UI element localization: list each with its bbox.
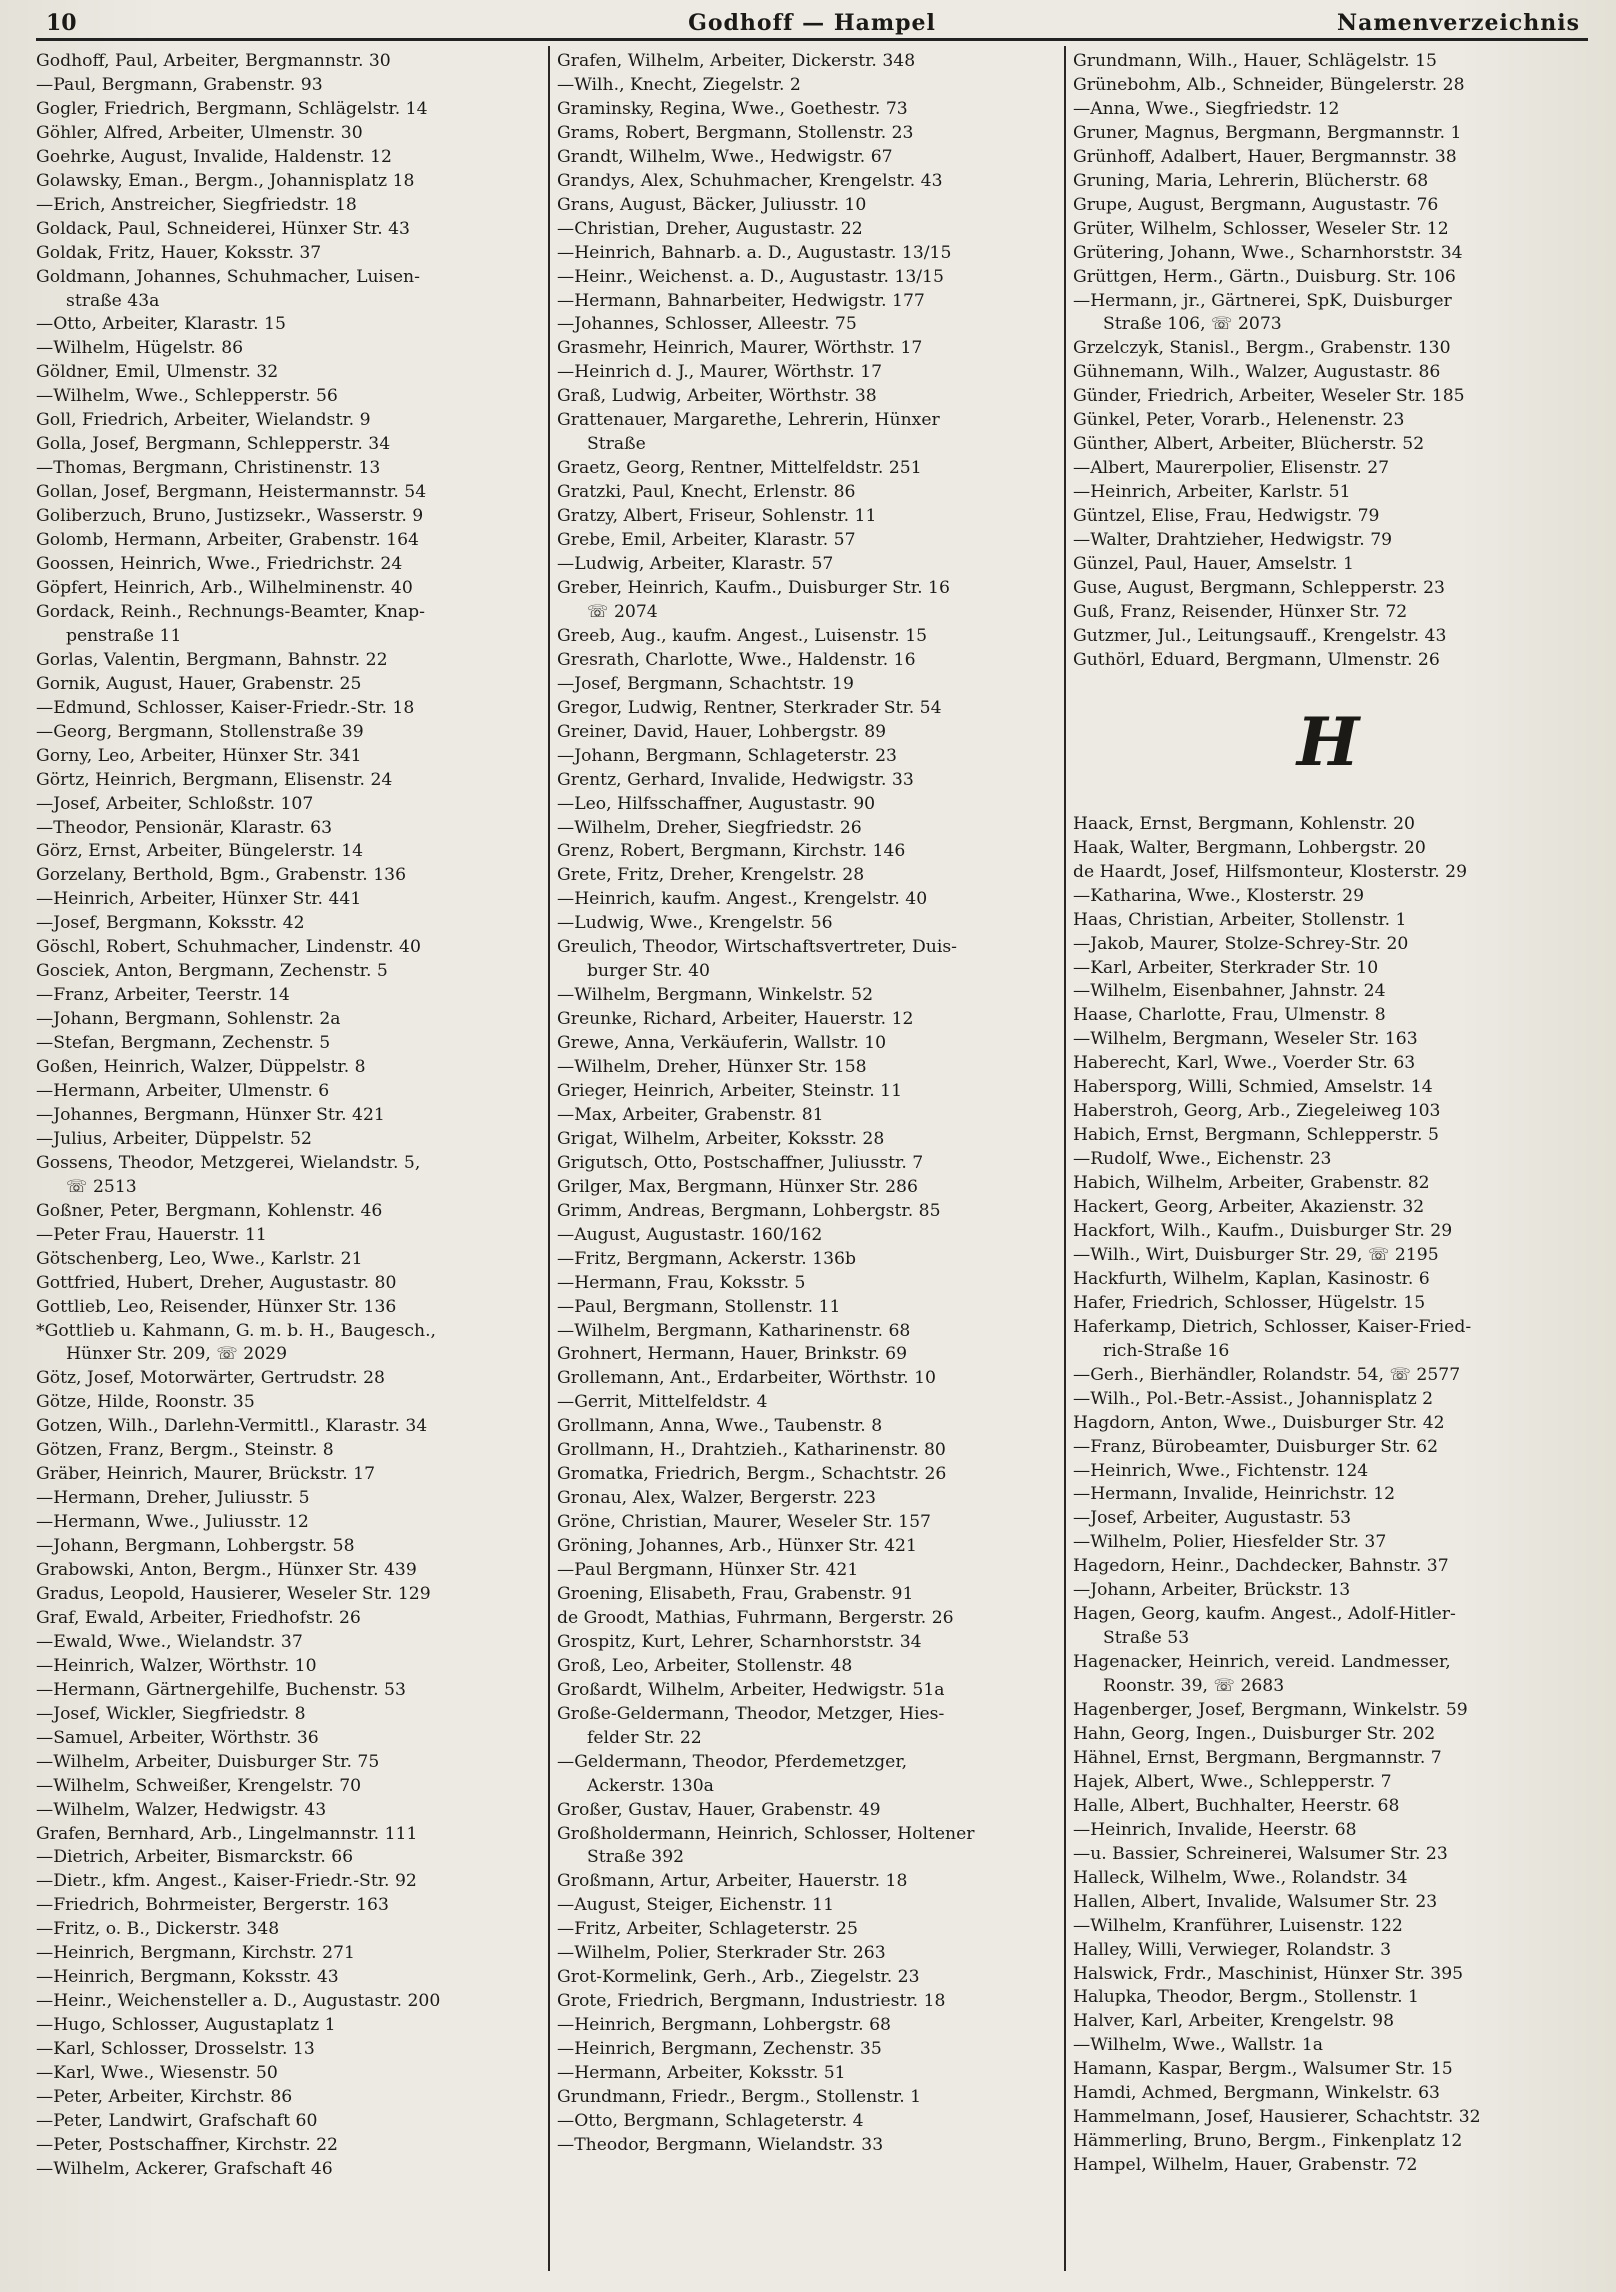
directory-entry: —Heinr., Weichensteller a. D., Augustastr. 200: [36, 1991, 441, 2012]
directory-entry: —Paul Bergmann, Hünxer Str. 421: [557, 1560, 859, 1581]
directory-entry: —Hugo, Schlosser, Augustaplatz 1: [36, 2015, 336, 2036]
directory-column-2: [557, 50, 1067, 2158]
directory-entry: —Peter, Landwirt, Grafschaft 60: [36, 2110, 318, 2131]
directory-entry: Göschl, Robert, Schuhmacher, Lindenstr. 40: [36, 937, 421, 958]
directory-entry: —Hermann, Gärtnergehilfe, Buchenstr. 53: [36, 1679, 406, 1700]
directory-entry: Grigutsch, Otto, Postschaffner, Juliusstr. 7: [557, 1152, 924, 1173]
directory-entry: —Heinrich, Walzer, Wörthstr. 10: [36, 1655, 317, 1676]
directory-entry: Grollmann, H., Drahtzieh., Katharinenstr. 80: [557, 1440, 946, 1461]
directory-entry: —Ludwig, Arbeiter, Klarastr. 57: [557, 554, 834, 575]
directory-entry: —Julius, Arbeiter, Düppelstr. 52: [36, 1128, 312, 1149]
directory-entry: —Heinr., Weichenst. a. D., Augustastr. 13/15: [557, 266, 944, 287]
directory-entry: Hünxer Str. 209, ☏ 2029: [66, 1344, 288, 1365]
directory-entry: Güntzel, Elise, Frau, Hedwigstr. 79: [1073, 506, 1380, 527]
directory-entry: Großer, Gustav, Hauer, Grabenstr. 49: [557, 1799, 881, 1820]
directory-entry: —Ludwig, Wwe., Krengelstr. 56: [557, 913, 833, 934]
directory-entry: —Anna, Wwe., Siegfriedstr. 12: [1073, 98, 1340, 119]
directory-entry: Gühnemann, Wilh., Walzer, Augustastr. 86: [1073, 362, 1441, 383]
directory-entry: —Wilh., Pol.-Betr.-Assist., Johannisplatz 2: [1073, 1388, 1434, 1409]
directory-entry: —Paul, Bergmann, Grabenstr. 93: [36, 74, 323, 95]
directory-entry: Habich, Wilhelm, Arbeiter, Grabenstr. 82: [1073, 1173, 1430, 1194]
directory-entry: Goossen, Heinrich, Wwe., Friedrichstr. 24: [36, 554, 403, 575]
directory-entry: —Heinrich, kaufm. Angest., Krengelstr. 40: [557, 889, 928, 910]
directory-entry: de Haardt, Josef, Hilfsmonteur, Klosterstr. 29: [1073, 861, 1468, 882]
directory-entry: —Wilhelm, Bergmann, Weseler Str. 163: [1073, 1029, 1418, 1050]
directory-entry: —August, Augustastr. 160/162: [557, 1224, 823, 1245]
section-title: Namenverzeichnis: [1337, 10, 1580, 36]
directory-entry: —Hermann, Wwe., Juliusstr. 12: [36, 1512, 309, 1533]
directory-entry: Halleck, Wilhelm, Wwe., Rolandstr. 34: [1073, 1867, 1408, 1888]
directory-entry: —Hermann, Frau, Koksstr. 5: [557, 1272, 806, 1293]
directory-entry: Gröne, Christian, Maurer, Weseler Str. 157: [557, 1512, 931, 1533]
directory-entry: Grünebohm, Alb., Schneider, Büngelerstr. 28: [1073, 74, 1465, 95]
directory-entry: Gottlieb, Leo, Reisender, Hünxer Str. 136: [36, 1296, 397, 1317]
directory-entry: Götschenberg, Leo, Wwe., Karlstr. 21: [36, 1248, 363, 1269]
directory-entry: —Heinrich, Wwe., Fichtenstr. 124: [1073, 1460, 1369, 1481]
directory-entry: —Wilh., Knecht, Ziegelstr. 2: [557, 74, 801, 95]
directory-entry: —Gerrit, Mittelfeldstr. 4: [557, 1392, 768, 1413]
directory-entry: Grupe, August, Bergmann, Augustastr. 76: [1073, 194, 1439, 215]
directory-entry: Gottfried, Hubert, Dreher, Augustastr. 80: [36, 1272, 397, 1293]
directory-entry: —Friedrich, Bohrmeister, Bergerstr. 163: [36, 1895, 389, 1916]
directory-entry: Grete, Fritz, Dreher, Krengelstr. 28: [557, 865, 865, 886]
directory-entry: Grams, Robert, Bergmann, Stollenstr. 23: [557, 122, 914, 143]
directory-entry: Großardt, Wilhelm, Arbeiter, Hedwigstr. 51a: [557, 1679, 945, 1700]
directory-entry: —Peter, Arbeiter, Kirchstr. 86: [36, 2087, 293, 2108]
directory-entry: —Wilhelm, Eisenbahner, Jahnstr. 24: [1073, 981, 1386, 1002]
directory-entry: Götzen, Franz, Bergm., Steinstr. 8: [36, 1440, 334, 1461]
directory-entry: Grollemann, Ant., Erdarbeiter, Wörthstr. 10: [557, 1368, 936, 1389]
directory-entry: Grentz, Gerhard, Invalide, Hedwigstr. 33: [557, 769, 914, 790]
directory-entry: Hagedorn, Heinr., Dachdecker, Bahnstr. 37: [1073, 1556, 1449, 1577]
directory-entry: Goldack, Paul, Schneiderei, Hünxer Str. 43: [36, 218, 410, 239]
directory-entry: —Heinrich, Bergmann, Koksstr. 43: [36, 1967, 339, 1988]
directory-entry: —Wilhelm, Wwe., Wallstr. 1a: [1073, 2035, 1324, 2056]
directory-entry: Görtz, Heinrich, Bergmann, Elisenstr. 24: [36, 769, 393, 790]
directory-entry: —Heinrich, Bergmann, Kirchstr. 271: [36, 1943, 355, 1964]
directory-entry: Günther, Albert, Arbeiter, Blücherstr. 52: [1073, 434, 1425, 455]
directory-entry: —Hermann, Arbeiter, Koksstr. 51: [557, 2063, 846, 2084]
directory-entry: Hampel, Wilhelm, Hauer, Grabenstr. 72: [1073, 2155, 1418, 2176]
directory-entry: —Franz, Bürobeamter, Duisburger Str. 62: [1073, 1436, 1439, 1457]
directory-entry: Grot-Kormelink, Gerh., Arb., Ziegelstr. 23: [557, 1967, 920, 1988]
directory-entry: Gossens, Theodor, Metzgerei, Wielandstr. 5,: [36, 1152, 421, 1173]
directory-entry: Halver, Karl, Arbeiter, Krengelstr. 98: [1073, 2011, 1395, 2032]
directory-entry: —Heinrich, Bahnarb. a. D., Augustastr. 13/15: [557, 242, 952, 263]
directory-entry: —Heinrich, Bergmann, Lohbergstr. 68: [557, 2015, 891, 2036]
directory-entry: Götze, Hilde, Roonstr. 35: [36, 1392, 255, 1413]
directory-entry: straße 43a: [66, 290, 160, 311]
directory-entry: Gronau, Alex, Walzer, Bergerstr. 223: [557, 1488, 876, 1509]
directory-entry: Gorlas, Valentin, Bergmann, Bahnstr. 22: [36, 649, 388, 670]
directory-entry: Hackert, Georg, Arbeiter, Akazienstr. 32: [1073, 1197, 1425, 1218]
directory-entry: —Wilhelm, Bergmann, Katharinenstr. 68: [557, 1320, 911, 1341]
directory-entry: *Gottlieb u. Kahmann, G. m. b. H., Baugesch.,: [36, 1320, 437, 1341]
directory-entry: Grandt, Wilhelm, Wwe., Hedwigstr. 67: [557, 146, 893, 167]
section-letter-h: H: [1296, 702, 1360, 781]
directory-entry: Groening, Elisabeth, Frau, Grabenstr. 91: [557, 1584, 914, 1604]
directory-entry: —Johann, Arbeiter, Brückstr. 13: [1073, 1580, 1351, 1601]
directory-entry: Grohnert, Hermann, Hauer, Brinkstr. 69: [557, 1344, 908, 1365]
directory-entry: —Otto, Bergmann, Schlageterstr. 4: [557, 2110, 864, 2131]
directory-entry: Hähnel, Ernst, Bergmann, Bergmannstr. 7: [1073, 1747, 1442, 1768]
directory-entry: rich-Straße 16: [1103, 1340, 1230, 1361]
directory-entry: Haas, Christian, Arbeiter, Stollenstr. 1: [1073, 909, 1407, 930]
directory-entry: —Leo, Hilfsschaffner, Augustastr. 90: [557, 793, 876, 814]
directory-entry: Grasmehr, Heinrich, Maurer, Wörthstr. 17: [557, 338, 923, 359]
directory-column-3-h-entries: [1073, 813, 1583, 2178]
directory-entry: —Erich, Anstreicher, Siegfriedstr. 18: [36, 194, 357, 215]
directory-entry: Großholdermann, Heinrich, Schlosser, Holtener: [557, 1823, 975, 1844]
directory-entry: Gratzki, Paul, Knecht, Erlenstr. 86: [557, 482, 856, 503]
directory-entry: Gratzy, Albert, Friseur, Sohlenstr. 11: [557, 506, 877, 527]
directory-entry: —Franz, Arbeiter, Teerstr. 14: [36, 985, 290, 1006]
directory-entry: —Heinrich, Arbeiter, Karlstr. 51: [1073, 482, 1351, 503]
directory-entry: —August, Steiger, Eichenstr. 11: [557, 1895, 835, 1916]
directory-entry: Habersporg, Willi, Schmied, Amselstr. 14: [1073, 1077, 1433, 1098]
directory-entry: Gresrath, Charlotte, Wwe., Haldenstr. 16: [557, 649, 916, 670]
directory-entry: burger Str. 40: [587, 961, 710, 982]
directory-entry: —Paul, Bergmann, Stollenstr. 11: [557, 1296, 841, 1317]
directory-entry: —Hermann, Arbeiter, Ulmenstr. 6: [36, 1080, 330, 1101]
directory-entry: —Hermann, jr., Gärtnerei, SpK, Duisburger: [1073, 290, 1452, 311]
directory-column-3-g-entries: [1073, 50, 1583, 673]
directory-entry: —Heinrich d. J., Maurer, Wörthstr. 17: [557, 362, 883, 383]
directory-entry: Hämmerling, Bruno, Bergm., Finkenplatz 12: [1073, 2131, 1463, 2152]
directory-entry: Grenz, Robert, Bergmann, Kirchstr. 146: [557, 841, 906, 862]
directory-entry: Grüter, Wilhelm, Schlosser, Weseler Str. 12: [1073, 218, 1449, 239]
directory-entry: —Johannes, Bergmann, Hünxer Str. 421: [36, 1104, 385, 1125]
directory-entry: Gollan, Josef, Bergmann, Heistermannstr. 54: [36, 482, 427, 503]
directory-entry: Götz, Josef, Motorwärter, Gertrudstr. 28: [36, 1368, 385, 1389]
directory-entry: —Karl, Arbeiter, Sterkrader Str. 10: [1073, 957, 1379, 978]
directory-entry: —Karl, Wwe., Wiesenstr. 50: [36, 2063, 278, 2084]
directory-entry: Grollmann, Anna, Wwe., Taubenstr. 8: [557, 1416, 883, 1437]
directory-entry: Goliberzuch, Bruno, Justizsekr., Wasserstr. 9: [36, 506, 424, 527]
directory-entry: —Wilhelm, Ackerer, Grafschaft 46: [36, 2158, 333, 2179]
directory-column-3: [1073, 50, 1583, 2178]
directory-entry: —Wilhelm, Arbeiter, Duisburger Str. 75: [36, 1751, 380, 1772]
directory-entry: Gregor, Ludwig, Rentner, Sterkrader Str. 54: [557, 697, 942, 718]
directory-entry: —Edmund, Schlosser, Kaiser-Friedr.-Str. 18: [36, 697, 415, 718]
directory-entry: Gradus, Leopold, Hausierer, Weseler Str. 129: [36, 1584, 431, 1604]
directory-entry: Grilger, Max, Bergmann, Hünxer Str. 286: [557, 1176, 918, 1197]
directory-entry: —Samuel, Arbeiter, Wörthstr. 36: [36, 1727, 319, 1748]
directory-entry: Goldmann, Johannes, Schuhmacher, Luisen-: [36, 266, 420, 287]
directory-entry: —Ewald, Wwe., Wielandstr. 37: [36, 1631, 303, 1652]
directory-entry: Goßner, Peter, Bergmann, Kohlenstr. 46: [36, 1200, 383, 1221]
directory-entry: Gräber, Heinrich, Maurer, Brückstr. 17: [36, 1464, 376, 1485]
directory-entry: —Rudolf, Wwe., Eichenstr. 23: [1073, 1149, 1332, 1170]
directory-entry: —Fritz, o. B., Dickerstr. 348: [36, 1919, 280, 1940]
directory-entry: —Wilhelm, Hügelstr. 86: [36, 338, 244, 359]
directory-entry: Grzelczyk, Stanisl., Bergm., Grabenstr. 130: [1073, 338, 1451, 359]
directory-entry: —Johann, Bergmann, Schlageterstr. 23: [557, 745, 897, 766]
directory-entry: —Walter, Drahtzieher, Hedwigstr. 79: [1073, 530, 1393, 551]
directory-entry: Gorny, Leo, Arbeiter, Hünxer Str. 341: [36, 745, 362, 766]
directory-entry: —Geldermann, Theodor, Pferdemetzger,: [557, 1751, 908, 1772]
directory-entry: Goldak, Fritz, Hauer, Koksstr. 37: [36, 242, 322, 263]
directory-entry: Golawsky, Eman., Bergm., Johannisplatz 18: [36, 170, 415, 191]
directory-entry: Grundmann, Friedr., Bergm., Stollenstr. 1: [557, 2087, 922, 2108]
directory-entry: Straße 392: [587, 1847, 685, 1868]
directory-entry: —Josef, Bergmann, Koksstr. 42: [36, 913, 305, 934]
directory-entry: Günder, Friedrich, Arbeiter, Weseler Str. 185: [1073, 386, 1465, 407]
directory-entry: —Josef, Arbeiter, Schloßstr. 107: [36, 793, 314, 814]
directory-entry: Haak, Walter, Bergmann, Lohbergstr. 20: [1073, 837, 1426, 858]
directory-entry: Graminsky, Regina, Wwe., Goethestr. 73: [557, 98, 908, 119]
directory-entry: Grimm, Andreas, Bergmann, Lohbergstr. 85: [557, 1200, 941, 1221]
directory-entry: Göhler, Alfred, Arbeiter, Ulmenstr. 30: [36, 122, 363, 143]
directory-entry: Habich, Ernst, Bergmann, Schlepperstr. 5: [1073, 1125, 1439, 1146]
directory-entry: de Groodt, Mathias, Fuhrmann, Bergerstr. 26: [557, 1607, 954, 1628]
directory-entry: —Thomas, Bergmann, Christinenstr. 13: [36, 458, 381, 479]
directory-entry: Halupka, Theodor, Bergm., Stollenstr. 1: [1073, 1987, 1419, 2008]
directory-entry: Gröning, Johannes, Arb., Hünxer Str. 421: [557, 1536, 917, 1557]
directory-entry: Grafen, Bernhard, Arb., Lingelmannstr. 111: [36, 1823, 418, 1844]
directory-entry: Greunke, Richard, Arbeiter, Hauerstr. 12: [557, 1009, 914, 1030]
running-title: Godhoff — Hampel: [688, 10, 936, 36]
directory-entry: Greeb, Aug., kaufm. Angest., Luisenstr. 15: [557, 625, 928, 646]
directory-entry: —Heinrich, Arbeiter, Hünxer Str. 441: [36, 889, 362, 910]
directory-entry: —Max, Arbeiter, Grabenstr. 81: [557, 1104, 824, 1125]
directory-entry: —Dietr., kfm. Angest., Kaiser-Friedr.-Str. 92: [36, 1871, 417, 1892]
directory-entry: Graetz, Georg, Rentner, Mittelfeldstr. 251: [557, 458, 922, 479]
directory-entry: Gorzelany, Berthold, Bgm., Grabenstr. 136: [36, 865, 406, 886]
directory-entry: Ackerstr. 130a: [587, 1775, 714, 1796]
directory-entry: Grafen, Wilhelm, Arbeiter, Dickerstr. 348: [557, 51, 916, 71]
page-header: [36, 6, 1588, 41]
directory-entry: Haack, Ernst, Bergmann, Kohlenstr. 20: [1073, 813, 1415, 834]
directory-entry: Hamdi, Achmed, Bergmann, Winkelstr. 63: [1073, 2083, 1440, 2104]
directory-entry: —Wilhelm, Wwe., Schlepperstr. 56: [36, 386, 338, 407]
directory-entry: —Hermann, Invalide, Heinrichstr. 12: [1073, 1484, 1396, 1505]
directory-entry: —Hermann, Dreher, Juliusstr. 5: [36, 1488, 310, 1509]
page-number: 10: [46, 10, 77, 36]
directory-entry: Haberecht, Karl, Wwe., Voerder Str. 63: [1073, 1053, 1416, 1074]
directory-entry: —Theodor, Pensionär, Klarastr. 63: [36, 817, 333, 838]
directory-entry: Goßen, Heinrich, Walzer, Düppelstr. 8: [36, 1057, 366, 1078]
directory-entry: Graf, Ewald, Arbeiter, Friedhofstr. 26: [36, 1607, 361, 1628]
directory-entry: Grewe, Anna, Verkäuferin, Wallstr. 10: [557, 1033, 887, 1054]
directory-entry: Grundmann, Wilh., Hauer, Schlägelstr. 15: [1073, 51, 1437, 71]
directory-entry: —Hermann, Bahnarbeiter, Hedwigstr. 177: [557, 290, 925, 311]
directory-entry: Hagen, Georg, kaufm. Angest., Adolf-Hitler-: [1073, 1604, 1456, 1625]
directory-entry: —Josef, Arbeiter, Augustastr. 53: [1073, 1508, 1352, 1529]
directory-entry: —Gerh., Bierhändler, Rolandstr. 54, ☏ 2577: [1073, 1364, 1461, 1385]
directory-entry: —Jakob, Maurer, Stolze-Schrey-Str. 20: [1073, 933, 1409, 954]
directory-entry: Günkel, Peter, Vorarb., Helenenstr. 23: [1073, 410, 1405, 431]
directory-entry: Grüttgen, Herm., Gärtn., Duisburg. Str. 106: [1073, 266, 1456, 287]
directory-entry: Straße 53: [1103, 1628, 1190, 1649]
directory-entry: Hagdorn, Anton, Wwe., Duisburger Str. 42: [1073, 1412, 1445, 1433]
directory-entry: felder Str. 22: [587, 1727, 702, 1748]
directory-column-1: [36, 50, 546, 2182]
directory-entry: Grünhoff, Adalbert, Hauer, Bergmannstr. 38: [1073, 146, 1457, 167]
directory-entry: Golomb, Hermann, Arbeiter, Grabenstr. 164: [36, 530, 419, 551]
directory-entry: Godhoff, Paul, Arbeiter, Bergmannstr. 30: [36, 51, 391, 71]
directory-entry: Große-Geldermann, Theodor, Metzger, Hies-: [557, 1703, 945, 1724]
directory-entry: Guß, Franz, Reisender, Hünxer Str. 72: [1073, 601, 1408, 622]
directory-entry: Gromatka, Friedrich, Bergm., Schachtstr. 26: [557, 1464, 947, 1485]
directory-entry: Görz, Ernst, Arbeiter, Büngelerstr. 14: [36, 841, 364, 862]
directory-entry: Haferkamp, Dietrich, Schlosser, Kaiser-Fried-: [1073, 1316, 1472, 1337]
directory-entry: Grigat, Wilhelm, Arbeiter, Koksstr. 28: [557, 1128, 885, 1149]
directory-entry: Grospitz, Kurt, Lehrer, Scharnhorststr. 34: [557, 1631, 922, 1652]
directory-entry: Greber, Heinrich, Kaufm., Duisburger Str. 16: [557, 577, 950, 598]
directory-entry: —Wilhelm, Dreher, Siegfriedstr. 26: [557, 817, 862, 838]
directory-entry: —Wilhelm, Bergmann, Winkelstr. 52: [557, 985, 874, 1006]
directory-entry: Göldner, Emil, Ulmenstr. 32: [36, 362, 279, 383]
directory-entry: Gornik, August, Hauer, Grabenstr. 25: [36, 673, 362, 694]
directory-entry: —Karl, Schlosser, Drosselstr. 13: [36, 2039, 315, 2060]
directory-entry: —Otto, Arbeiter, Klarastr. 15: [36, 314, 286, 335]
directory-entry: Grote, Friedrich, Bergmann, Industriestr. 18: [557, 1991, 946, 2012]
directory-entry: Gotzen, Wilh., Darlehn-Vermittl., Klarastr. 34: [36, 1416, 428, 1437]
directory-entry: —Johannes, Schlosser, Alleestr. 75: [557, 314, 857, 335]
directory-entry: Straße: [587, 434, 646, 455]
directory-entry: —Peter Frau, Hauerstr. 11: [36, 1224, 267, 1245]
directory-entry: Grandys, Alex, Schuhmacher, Krengelstr. 43: [557, 170, 943, 191]
directory-entry: Guse, August, Bergmann, Schlepperstr. 23: [1073, 577, 1445, 598]
directory-entry: —Georg, Bergmann, Stollenstraße 39: [36, 721, 364, 742]
directory-entry: Gruner, Magnus, Bergmann, Bergmannstr. 1: [1073, 122, 1462, 143]
directory-entry: Hafer, Friedrich, Schlosser, Hügelstr. 15: [1073, 1292, 1426, 1313]
directory-entry: —Johann, Bergmann, Lohbergstr. 58: [36, 1536, 355, 1557]
directory-entry: —Stefan, Bergmann, Zechenstr. 5: [36, 1033, 331, 1054]
directory-entry: Hackfort, Wilh., Kaufm., Duisburger Str. 29: [1073, 1220, 1453, 1241]
directory-entry: Hahn, Georg, Ingen., Duisburger Str. 202: [1073, 1724, 1436, 1744]
directory-entry: Gosciek, Anton, Bergmann, Zechenstr. 5: [36, 961, 388, 982]
directory-entry: —Wilhelm, Polier, Sterkrader Str. 263: [557, 1943, 886, 1964]
directory-entry: Großmann, Artur, Arbeiter, Hauerstr. 18: [557, 1871, 908, 1892]
directory-entry: ☏ 2513: [66, 1176, 137, 1197]
directory-entry: —Wilhelm, Schweißer, Krengelstr. 70: [36, 1775, 362, 1796]
directory-entry: —Fritz, Bergmann, Ackerstr. 136b: [557, 1248, 856, 1269]
directory-entry: —u. Bassier, Schreinerei, Walsumer Str. 23: [1073, 1843, 1448, 1864]
directory-entry: Grans, August, Bäcker, Juliusstr. 10: [557, 194, 867, 215]
directory-entry: Grebe, Emil, Arbeiter, Klarastr. 57: [557, 530, 856, 551]
directory-entry: Halley, Willi, Verwieger, Rolandstr. 3: [1073, 1939, 1392, 1960]
directory-entry: —Peter, Postschaffner, Kirchstr. 22: [36, 2134, 338, 2155]
directory-entry: Hamann, Kaspar, Bergm., Walsumer Str. 15: [1073, 2059, 1453, 2080]
directory-entry: —Josef, Bergmann, Schachtstr. 19: [557, 673, 854, 694]
directory-entry: Günzel, Paul, Hauer, Amselstr. 1: [1073, 554, 1354, 575]
directory-entry: Greiner, David, Hauer, Lohbergstr. 89: [557, 721, 887, 742]
directory-entry: —Wilhelm, Dreher, Hünxer Str. 158: [557, 1057, 867, 1078]
directory-entry: —Katharina, Wwe., Klosterstr. 29: [1073, 885, 1365, 906]
directory-entry: —Heinrich, Bergmann, Zechenstr. 35: [557, 2039, 882, 2060]
directory-entry: —Josef, Wickler, Siegfriedstr. 8: [36, 1703, 306, 1724]
directory-entry: —Wilhelm, Polier, Hiesfelder Str. 37: [1073, 1532, 1387, 1553]
directory-entry: Haase, Charlotte, Frau, Ulmenstr. 8: [1073, 1005, 1386, 1026]
directory-entry: Hagenacker, Heinrich, vereid. Landmesser,: [1073, 1652, 1451, 1673]
directory-entry: —Christian, Dreher, Augustastr. 22: [557, 218, 863, 239]
directory-entry: —Theodor, Bergmann, Wielandstr. 33: [557, 2134, 884, 2155]
column-divider: [548, 46, 550, 2271]
directory-entry: —Wilhelm, Walzer, Hedwigstr. 43: [36, 1799, 327, 1820]
directory-entry: Hackfurth, Wilhelm, Kaplan, Kasinostr. 6: [1073, 1268, 1430, 1289]
directory-entry: Göpfert, Heinrich, Arb., Wilhelminenstr. 40: [36, 577, 413, 598]
directory-entry: Grattenauer, Margarethe, Lehrerin, Hünxer: [557, 410, 940, 431]
directory-entry: Straße 106, ☏ 2073: [1103, 314, 1282, 335]
directory-entry: —Dietrich, Arbeiter, Bismarckstr. 66: [36, 1847, 354, 1868]
directory-entry: ☏ 2074: [587, 601, 658, 622]
directory-entry: —Wilhelm, Kranführer, Luisenstr. 122: [1073, 1915, 1403, 1936]
directory-entry: Halswick, Frdr., Maschinist, Hünxer Str. 395: [1073, 1963, 1464, 1984]
directory-entry: Hagenberger, Josef, Bergmann, Winkelstr. 59: [1073, 1700, 1468, 1721]
directory-entry: Hammelmann, Josef, Hausierer, Schachtstr. 32: [1073, 2107, 1481, 2128]
directory-entry: —Johann, Bergmann, Sohlenstr. 2a: [36, 1009, 341, 1030]
directory-entry: Hallen, Albert, Invalide, Walsumer Str. 23: [1073, 1891, 1438, 1912]
directory-entry: Hajek, Albert, Wwe., Schlepperstr. 7: [1073, 1771, 1392, 1792]
directory-entry: —Albert, Maurerpolier, Elisenstr. 27: [1073, 458, 1390, 479]
directory-entry: Gruning, Maria, Lehrerin, Blücherstr. 68: [1073, 170, 1429, 191]
directory-entry: Gordack, Reinh., Rechnungs-Beamter, Knap-: [36, 601, 425, 622]
directory-entry: Gutzmer, Jul., Leitungsauff., Krengelstr. 43: [1073, 625, 1447, 646]
directory-entry: Grieger, Heinrich, Arbeiter, Steinstr. 11: [557, 1080, 903, 1101]
directory-entry: Groß, Leo, Arbeiter, Stollenstr. 48: [557, 1655, 853, 1676]
directory-entry: —Heinrich, Invalide, Heerstr. 68: [1073, 1819, 1357, 1840]
directory-entry: Halle, Albert, Buchhalter, Heerstr. 68: [1073, 1795, 1400, 1816]
directory-entry: Gogler, Friedrich, Bergmann, Schlägelstr. 14: [36, 98, 428, 119]
directory-entry: Grütering, Johann, Wwe., Scharnhorststr. 34: [1073, 242, 1463, 263]
directory-entry: Guthörl, Eduard, Bergmann, Ulmenstr. 26: [1073, 649, 1440, 670]
directory-entry: Haberstroh, Georg, Arb., Ziegeleiweg 103: [1073, 1101, 1441, 1122]
directory-entry: Golla, Josef, Bergmann, Schlepperstr. 34: [36, 434, 391, 455]
directory-entry: Greulich, Theodor, Wirtschaftsvertreter, Duis-: [557, 937, 957, 958]
directory-entry: —Fritz, Arbeiter, Schlageterstr. 25: [557, 1919, 858, 1940]
directory-entry: Roonstr. 39, ☏ 2683: [1103, 1676, 1285, 1697]
directory-entry: Grabowski, Anton, Bergm., Hünxer Str. 439: [36, 1560, 417, 1581]
directory-entry: penstraße 11: [66, 625, 182, 646]
directory-entry: Graß, Ludwig, Arbeiter, Wörthstr. 38: [557, 386, 877, 407]
directory-entry: Goehrke, August, Invalide, Haldenstr. 12: [36, 146, 392, 167]
directory-entry: —Wilh., Wirt, Duisburger Str. 29, ☏ 2195: [1073, 1244, 1439, 1265]
directory-entry: Goll, Friedrich, Arbeiter, Wielandstr. 9: [36, 410, 371, 431]
